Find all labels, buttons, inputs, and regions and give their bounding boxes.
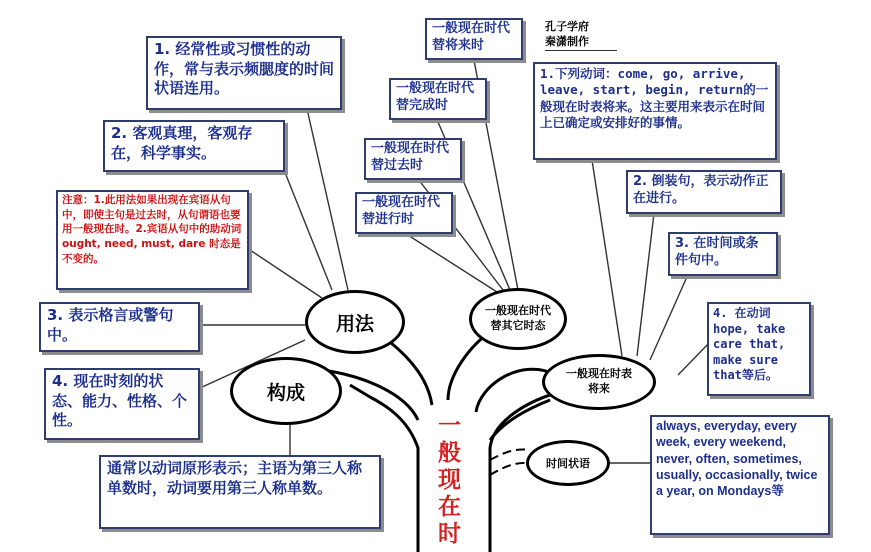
future-node: 一般现在时表将来: [542, 354, 656, 410]
usage-box-truth: 2. 客观真理，客观存在，科学事实。: [103, 120, 285, 172]
structure-node: 构成: [230, 357, 342, 425]
replace-box-future: 一般现在时代替将来时: [425, 18, 523, 60]
replace-box-past: 一般现在时代替过去时: [364, 138, 462, 180]
structure-box: 通常以动词原形表示；主语为第三人称单数时，动词要用第三人称单数。: [99, 455, 381, 529]
future-box-after-verbs: 4. 在动词hope, take care that, make sure that等后。: [707, 302, 811, 396]
future-box-inversion: 2. 倒装句，表示动作正在进行。: [626, 170, 782, 214]
usage-box-state: 4. 现在时刻的状态、能力、性格、个性。: [44, 368, 200, 440]
credit-line-2: 秦潇制作: [545, 34, 589, 48]
time-adverbials-node: 时间状语: [526, 440, 610, 486]
future-box-verbs: 1.下列动词：come, go, arrive, leave, start, begin, return的一般现在时表将来。这主要用来表示在时间上已确定或安排好的事情。: [533, 62, 777, 160]
adverbials-box: always, everyday, every week, every weekend, never, often, sometimes, usually, occasionally, twice a year, on Mondays等: [650, 415, 830, 535]
usage-node: 用法: [305, 290, 405, 354]
replace-box-perfect: 一般现在时代替完成时: [389, 78, 487, 120]
replace-box-progressive: 一般现在时代替进行时: [355, 192, 453, 234]
replace-tenses-node: 一般现在时代替其它时态: [469, 288, 567, 350]
author-credit: [545, 20, 617, 51]
future-box-clause: 3. 在时间或条件句中。: [668, 232, 778, 276]
main-title: 一般现在时: [434, 413, 461, 548]
usage-box-note: 注意：1.此用法如果出现在宾语从句中，即使主句是过去时，从句谓语也要用一般现在时。2.宾语从句中的助动词ought, need, must, dare 时态是不变的。: [56, 190, 249, 290]
usage-box-habitual: 1. 经常性或习惯性的动作，常与表示频腮度的时间状语连用。: [146, 36, 342, 110]
usage-box-proverb: 3. 表示格言或警句中。: [39, 302, 200, 352]
credit-line-1: 孔子学府: [545, 20, 589, 33]
